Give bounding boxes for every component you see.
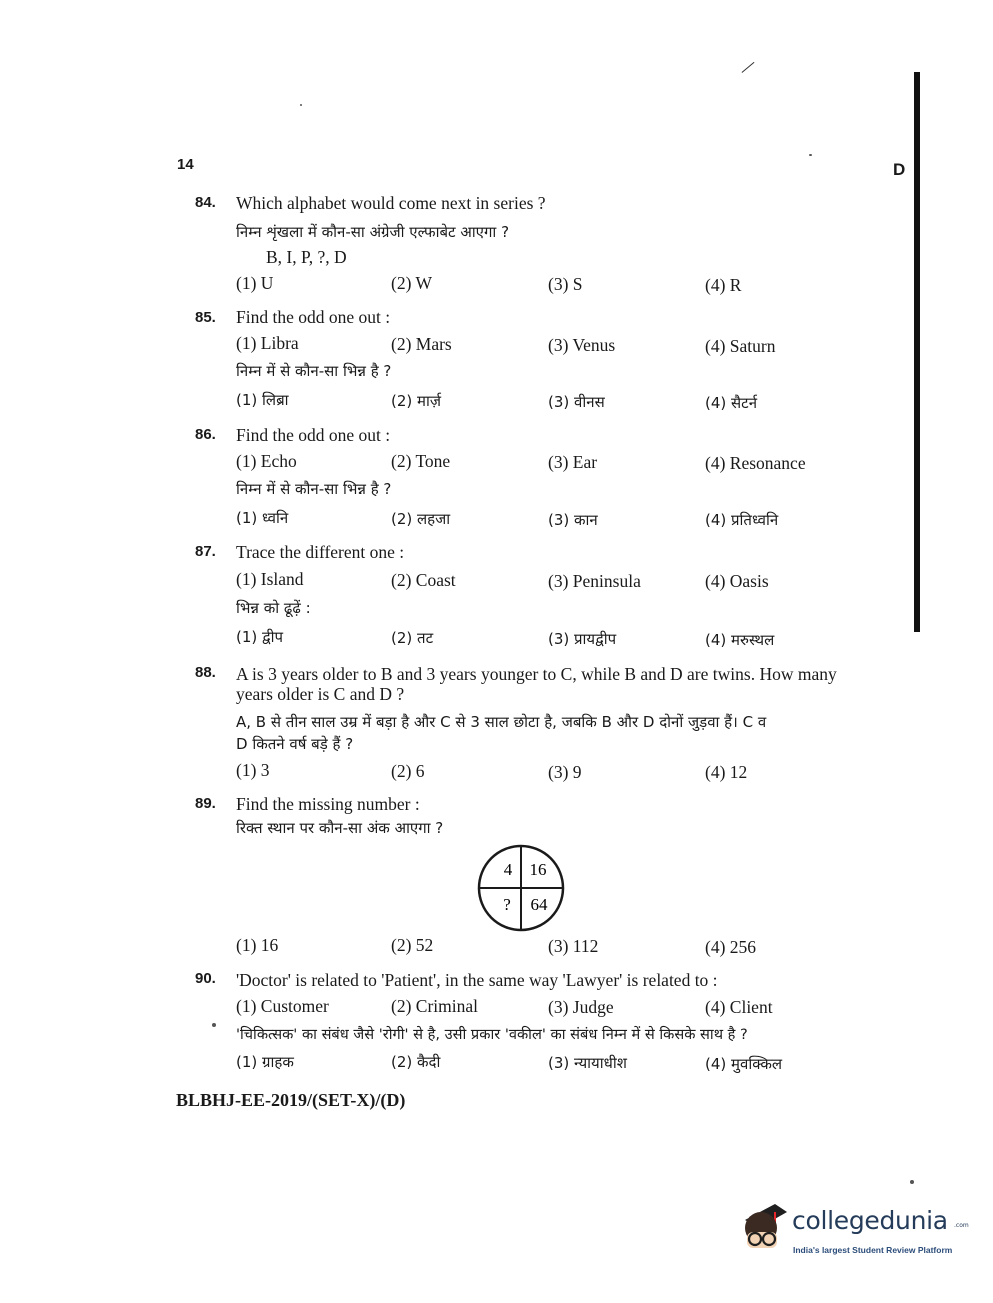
wheel-bottom-left: ? — [503, 895, 511, 914]
margin-bar — [914, 72, 920, 632]
question-number: 89. — [195, 795, 216, 812]
question-text: Trace the different one : — [236, 542, 405, 562]
question-text-hindi: A, B से तीन साल उम्र में बड़ा है और C से 3 साल छोटा है, जबकि B और D दोनों जुड़वा हैं। C व — [236, 713, 767, 731]
option-4: (4) Client — [705, 997, 773, 1017]
scan-speck — [212, 1023, 216, 1027]
set-letter: D — [893, 160, 906, 179]
question-text-hindi-cont: D कितने वर्ष बड़े हैं ? — [236, 735, 354, 753]
option-2-hindi: (2) तट — [391, 629, 434, 647]
letter-series: B, I, P, ?, D — [266, 247, 347, 267]
option-3: (3) Peninsula — [548, 571, 641, 591]
question-text-cont: years older is C and D ? — [236, 684, 405, 704]
option-3-hindi: (3) प्रायद्वीप — [548, 630, 617, 648]
option-3: (3) S — [548, 274, 583, 294]
question-number: 84. — [195, 194, 216, 211]
question-text: Find the odd one out : — [236, 307, 391, 327]
paper-code: BLBHJ-EE-2019/(SET-X)/(D) — [176, 1090, 406, 1110]
option-3: (3) Ear — [548, 452, 598, 472]
scan-speck — [809, 154, 812, 156]
option-2: (2) W — [391, 273, 432, 293]
option-1-hindi: (1) ग्राहक — [236, 1053, 294, 1071]
question-number: 85. — [195, 309, 216, 326]
option-2: (2) Coast — [391, 570, 456, 590]
question-number: 88. — [195, 664, 216, 681]
question-text-hindi: 'चिकित्सक' का संबंध जैसे 'रोगी' से है, उसी प्रकार 'वकील' का संबंध निम्न में से किसके साथ है ? — [236, 1026, 748, 1043]
question-text-hindi: निम्न शृंखला में कौन-सा अंग्रेजी एल्फाबेट आएगा ? — [236, 223, 510, 241]
wheel-top-right: 16 — [529, 860, 547, 879]
option-4: (4) Saturn — [705, 336, 776, 356]
option-2: (2) Tone — [391, 451, 451, 471]
option-3: (3) 112 — [548, 936, 599, 956]
option-3-hindi: (3) न्यायाधीश — [548, 1054, 627, 1072]
brand-suffix: .com — [954, 1222, 969, 1229]
option-4: (4) Oasis — [705, 571, 769, 591]
question-text-hindi: भिन्न को ढूढ़ें : — [236, 599, 311, 617]
option-4-hindi: (4) सैटर्न — [705, 394, 758, 412]
scan-speck — [300, 104, 302, 106]
option-2-hindi: (2) मार्ज़ — [391, 392, 442, 410]
option-1-hindi: (1) ध्वनि — [236, 509, 289, 527]
question-text: 'Doctor' is related to 'Patient', in the same way 'Lawyer' is related to : — [236, 970, 718, 990]
question-text-hindi: निम्न में से कौन-सा भिन्न है ? — [236, 362, 392, 380]
brand-tagline: India's largest Student Review Platform — [793, 1245, 953, 1255]
option-4-hindi: (4) मरुस्थल — [705, 631, 775, 649]
option-2-hindi: (2) लहजा — [391, 510, 451, 528]
question-number: 86. — [195, 426, 216, 443]
option-1-hindi: (1) लिब्रा — [236, 391, 289, 409]
pen-mark — [742, 62, 755, 73]
option-1: (1) Island — [236, 569, 304, 589]
number-wheel — [476, 843, 566, 933]
question-text: A is 3 years older to B and 3 years younger to C, while B and D are twins. How many — [236, 664, 837, 684]
option-3-hindi: (3) कान — [548, 511, 598, 529]
option-4-hindi: (4) मुवक्किल — [705, 1055, 783, 1073]
option-1: (1) Customer — [236, 996, 329, 1016]
option-1: (1) Echo — [236, 451, 297, 471]
option-2: (2) 52 — [391, 935, 434, 955]
question-text: Which alphabet would come next in series ? — [236, 193, 546, 213]
question-text-hindi: रिक्त स्थान पर कौन-सा अंक आएगा ? — [236, 819, 444, 837]
option-3: (3) Venus — [548, 335, 616, 355]
option-4: (4) Resonance — [705, 453, 806, 473]
option-4-hindi: (4) प्रतिध्वनि — [705, 511, 779, 529]
question-text: Find the missing number : — [236, 794, 420, 814]
question-number: 87. — [195, 543, 216, 560]
wheel-bottom-right: 64 — [530, 895, 548, 914]
option-2: (2) Mars — [391, 334, 452, 354]
option-4: (4) 12 — [705, 762, 748, 782]
option-1: (1) 16 — [236, 935, 279, 955]
mascot-icon — [735, 1198, 793, 1256]
option-1: (1) Libra — [236, 333, 299, 353]
question-text: Find the odd one out : — [236, 425, 391, 445]
brand-name: collegedunia — [792, 1206, 948, 1235]
option-3: (3) Judge — [548, 997, 614, 1017]
page-number: 14 — [177, 156, 194, 173]
option-2: (2) 6 — [391, 761, 425, 781]
question-number: 90. — [195, 970, 216, 987]
question-text-hindi: निम्न में से कौन-सा भिन्न है ? — [236, 480, 392, 498]
option-1: (1) 3 — [236, 760, 270, 780]
option-3-hindi: (3) वीनस — [548, 393, 605, 411]
option-4: (4) 256 — [705, 937, 757, 957]
option-1-hindi: (1) द्वीप — [236, 628, 284, 646]
option-1: (1) U — [236, 273, 274, 293]
wheel-top-left: 4 — [503, 860, 513, 879]
option-2-hindi: (2) कैदी — [391, 1053, 441, 1071]
option-3: (3) 9 — [548, 762, 582, 782]
option-4: (4) R — [705, 275, 742, 295]
option-2: (2) Criminal — [391, 996, 478, 1016]
scan-speck — [910, 1180, 914, 1184]
